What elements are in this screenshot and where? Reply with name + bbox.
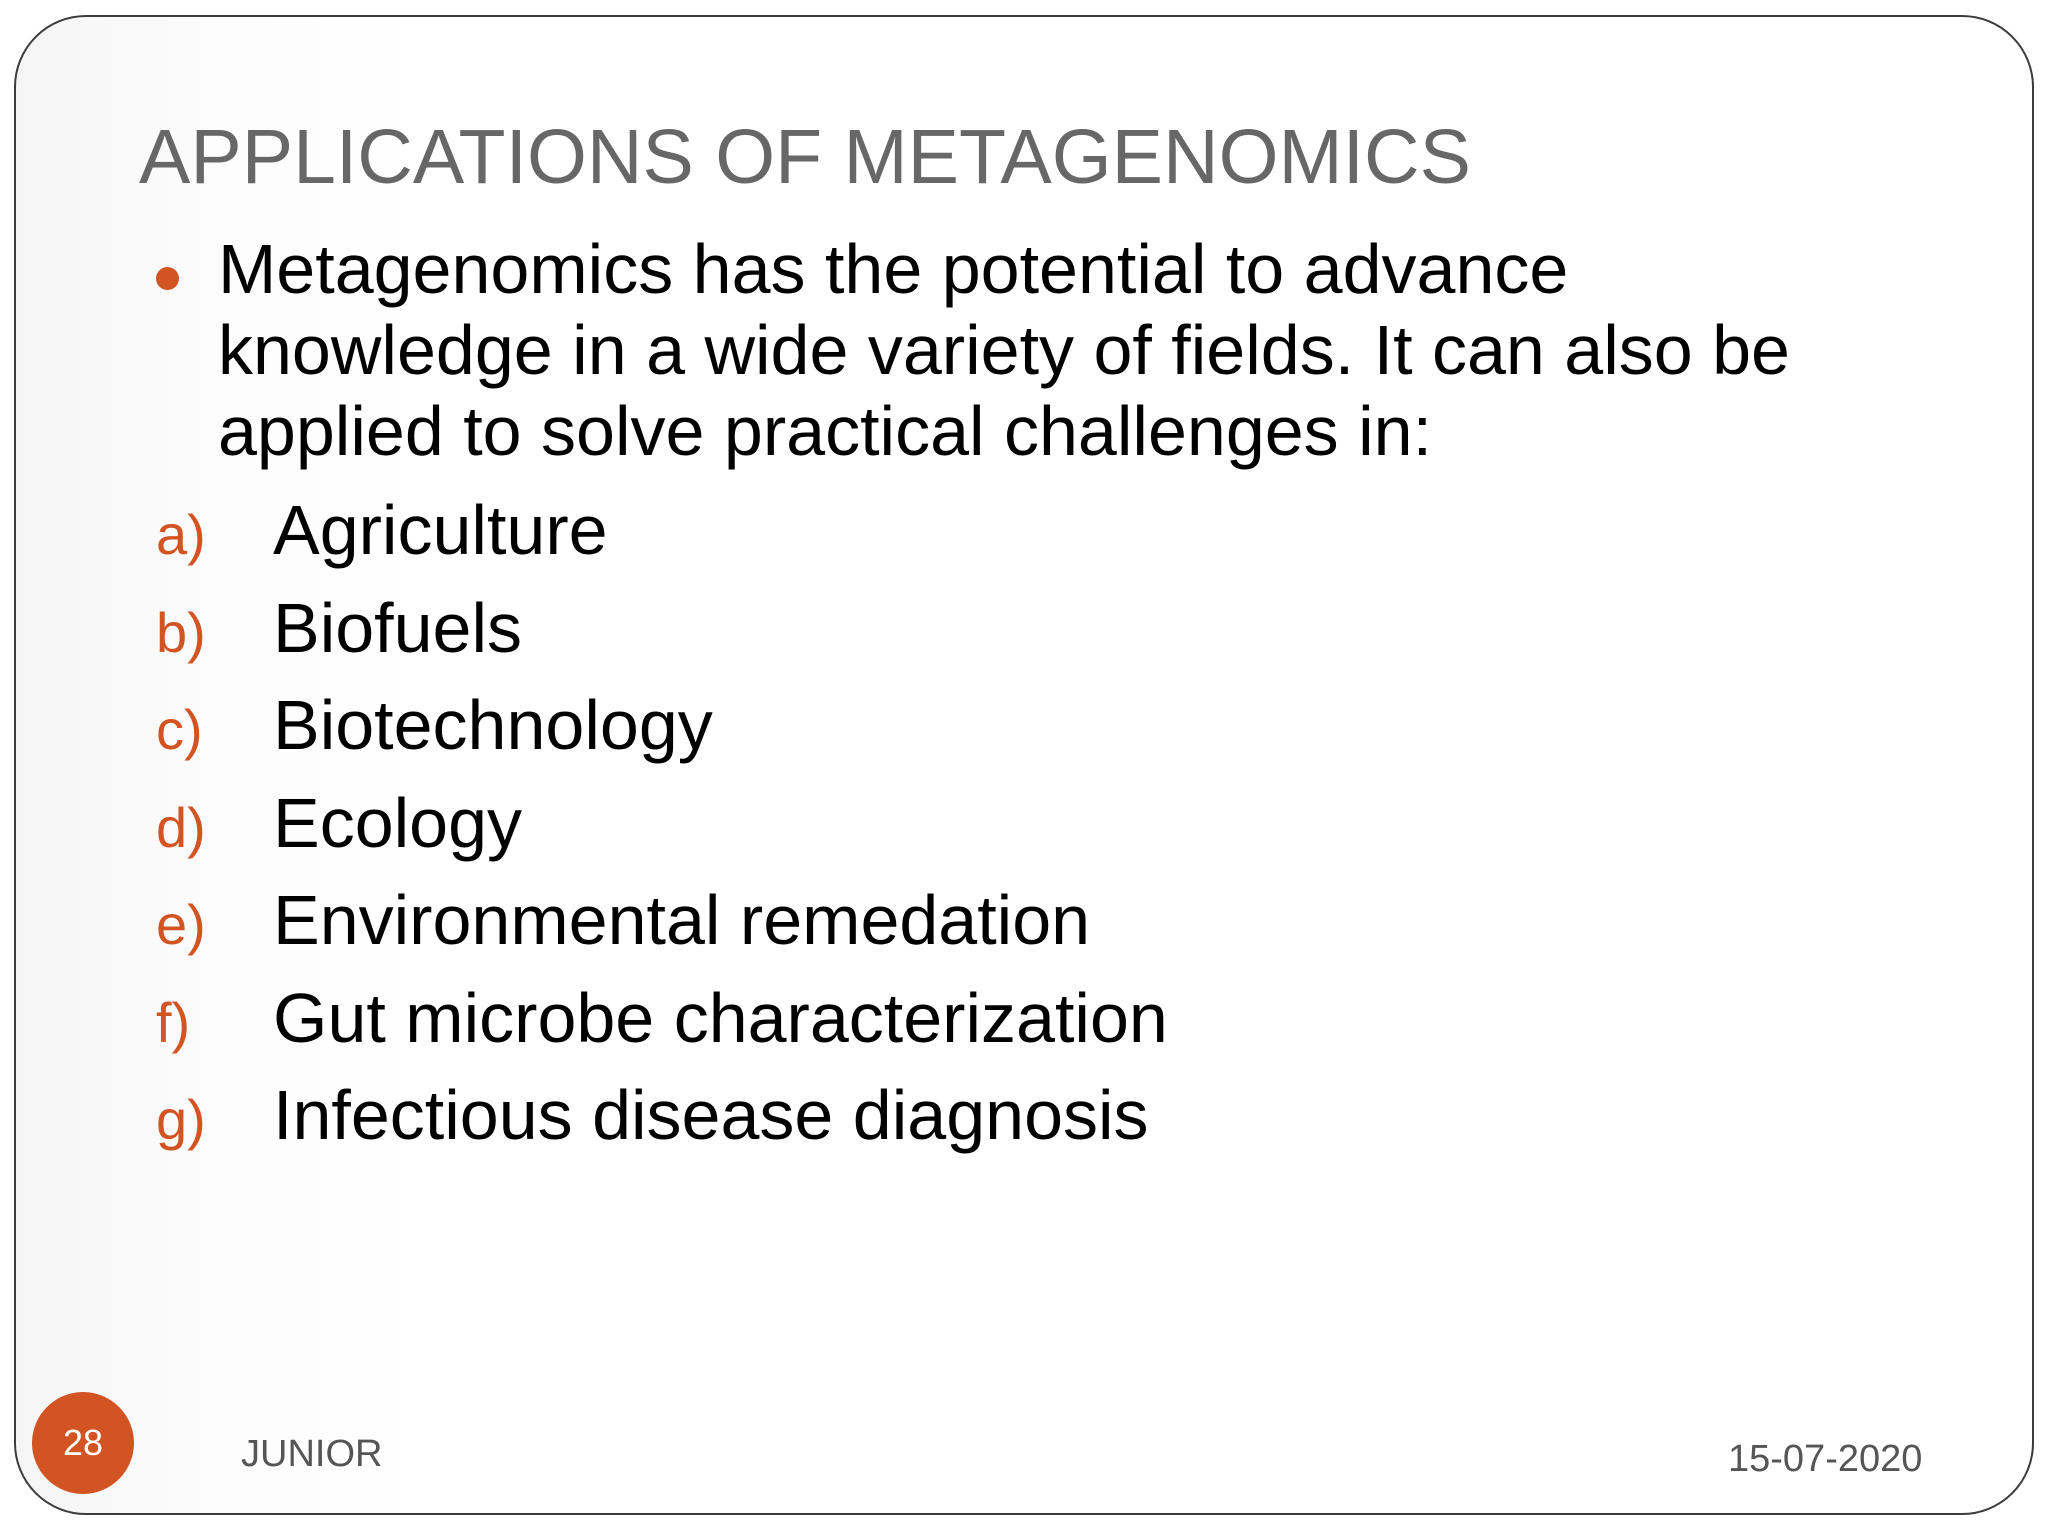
slide-frame xyxy=(14,15,2034,1515)
list-label: Biofuels xyxy=(273,588,523,667)
list-label: Agriculture xyxy=(273,491,608,569)
bullet-dot-icon xyxy=(156,267,179,290)
list-label: Gut microbe characterization xyxy=(273,978,1168,1057)
page-number-badge: 28 xyxy=(32,1392,134,1494)
slide-title: APPLICATIONS OF METAGENOMICS xyxy=(139,114,1471,200)
list-label: Infectious disease diagnosis xyxy=(273,1076,1149,1154)
list-label: Biotechnology xyxy=(273,686,713,764)
list-marker: e) xyxy=(156,893,206,956)
list-marker: c) xyxy=(156,698,203,761)
list-label: Ecology xyxy=(273,783,523,862)
intro-text: Metagenomics has the potential to advance knowledge in a wide variety of fields. It can also be applied to solve practical challenges in: xyxy=(218,230,1790,470)
list-marker: g) xyxy=(156,1088,206,1151)
footer-author: JUNIOR xyxy=(241,1433,383,1475)
list-marker: b) xyxy=(156,600,206,664)
list-marker: d) xyxy=(156,795,206,859)
list-label: Environmental remedation xyxy=(273,881,1091,959)
list-marker: a) xyxy=(156,503,206,566)
footer-date: 15-07-2020 xyxy=(1728,1438,1923,1480)
list-marker: f) xyxy=(156,990,191,1054)
